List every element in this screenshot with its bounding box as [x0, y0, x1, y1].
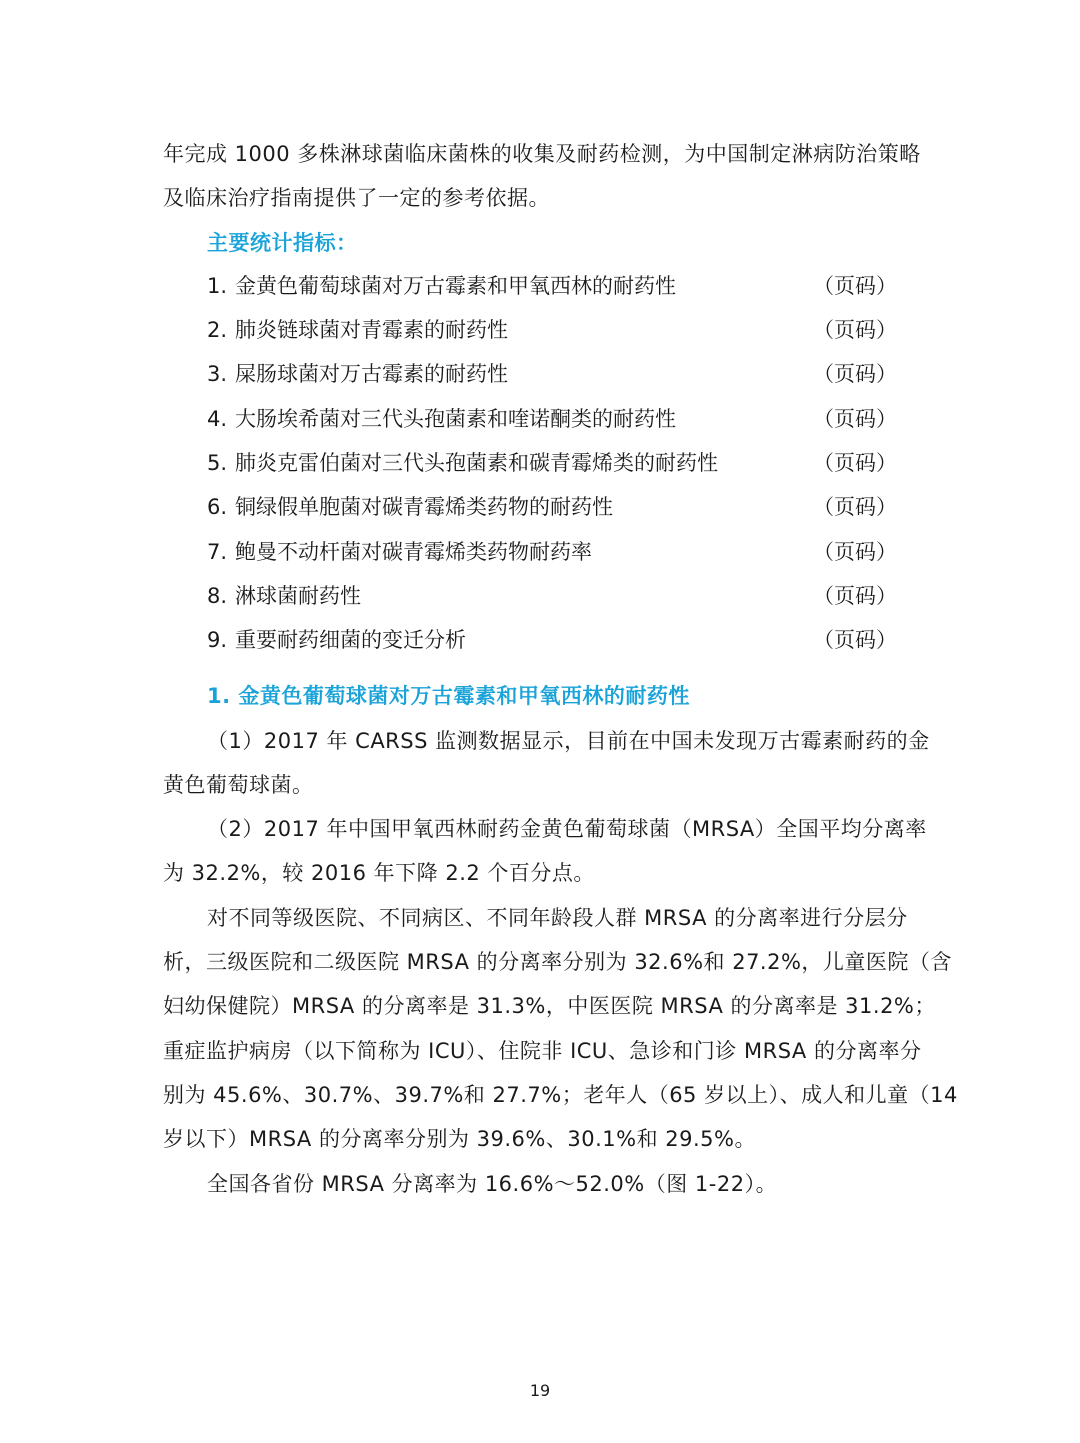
toc-item-number: 4. [207, 407, 228, 431]
toc-item [207, 359, 897, 389]
toc-item-page: （页码） [813, 628, 897, 652]
paragraph-3-line-1: 对不同等级医院、不同病区、不同年龄段人群 MRSA 的分离率进行分层分 [207, 906, 908, 930]
toc-item [207, 537, 897, 567]
toc-item [207, 625, 897, 655]
paragraph-2-line-2: 为 32.2%，较 2016 年下降 2.2 个百分点。 [163, 861, 595, 885]
toc-item-text: 金黄色葡萄球菌对万古霉素和甲氧西林的耐药性 [235, 274, 677, 298]
toc-item [207, 448, 897, 478]
toc-item [207, 315, 897, 345]
paragraph-3-line-2: 析，三级医院和二级医院 MRSA 的分离率分别为 32.6%和 27.2%，儿童医院（含 [163, 950, 952, 974]
intro-line-1: 年完成 1000 多株淋球菌临床菌株的收集及耐药检测，为中国制定淋病防治策略 [163, 142, 921, 166]
toc-item [207, 492, 897, 522]
toc-item-page: （页码） [813, 584, 897, 608]
section-heading: 1. 金黄色葡萄球菌对万古霉素和甲氧西林的耐药性 [207, 684, 690, 708]
toc-item-page: （页码） [813, 362, 897, 386]
toc-item-text: 鲍曼不动杆菌对碳青霉烯类药物耐药率 [235, 540, 593, 564]
toc-item-page: （页码） [813, 274, 897, 298]
paragraph-3-line-6: 岁以下）MRSA 的分离率分别为 39.6%、30.1%和 29.5%。 [163, 1127, 756, 1151]
toc-item-number: 7. [207, 540, 228, 564]
toc-item-number: 3. [207, 362, 228, 386]
indicators-heading: 主要统计指标： [207, 231, 358, 255]
toc-item-text: 肺炎克雷伯菌对三代头孢菌素和碳青霉烯类的耐药性 [235, 451, 719, 475]
page-number: 19 [529, 1381, 551, 1400]
toc-item-number: 6. [207, 495, 228, 519]
paragraph-3-line-4: 重症监护病房（以下简称为 ICU）、住院非 ICU、急诊和门诊 MRSA 的分离率分 [163, 1039, 922, 1063]
paragraph-1-line-1: （1）2017 年 CARSS 监测数据显示，目前在中国未发现万古霉素耐药的金 [207, 729, 930, 753]
paragraph-1-line-2: 黄色葡萄球菌。 [163, 773, 314, 797]
toc-item-number: 1. [207, 274, 228, 298]
toc-item-number: 9. [207, 628, 228, 652]
toc-item-text: 淋球菌耐药性 [235, 584, 362, 608]
toc-item-number: 8. [207, 584, 228, 608]
toc-item-text: 铜绿假单胞菌对碳青霉烯类药物的耐药性 [235, 495, 614, 519]
toc-item-page: （页码） [813, 495, 897, 519]
paragraph-4-line-1: 全国各省份 MRSA 分离率为 16.6%～52.0%（图 1-22）。 [207, 1172, 778, 1196]
toc-item [207, 271, 897, 301]
paragraph-2-line-1: （2）2017 年中国甲氧西林耐药金黄色葡萄球菌（MRSA）全国平均分离率 [207, 817, 927, 841]
toc-item-text: 大肠埃希菌对三代头孢菌素和喹诺酮类的耐药性 [235, 407, 677, 431]
toc-item [207, 404, 897, 434]
toc-item-text: 肺炎链球菌对青霉素的耐药性 [235, 318, 509, 342]
toc-item [207, 581, 897, 611]
toc-item-text: 屎肠球菌对万古霉素的耐药性 [235, 362, 509, 386]
paragraph-3-line-5: 别为 45.6%、30.7%、39.7%和 27.7%；老年人（65 岁以上）、成人和儿童（14 [163, 1083, 958, 1107]
toc-item-page: （页码） [813, 318, 897, 342]
toc-item-page: （页码） [813, 407, 897, 431]
toc-item-page: （页码） [813, 451, 897, 475]
toc-item-number: 2. [207, 318, 228, 342]
toc-item-page: （页码） [813, 540, 897, 564]
paragraph-3-line-3: 妇幼保健院）MRSA 的分离率是 31.3%，中医医院 MRSA 的分离率是 31.2%； [163, 994, 936, 1018]
toc-item-text: 重要耐药细菌的变迁分析 [235, 628, 467, 652]
intro-line-2: 及临床治疗指南提供了一定的参考依据。 [163, 186, 550, 210]
toc-item-number: 5. [207, 451, 228, 475]
